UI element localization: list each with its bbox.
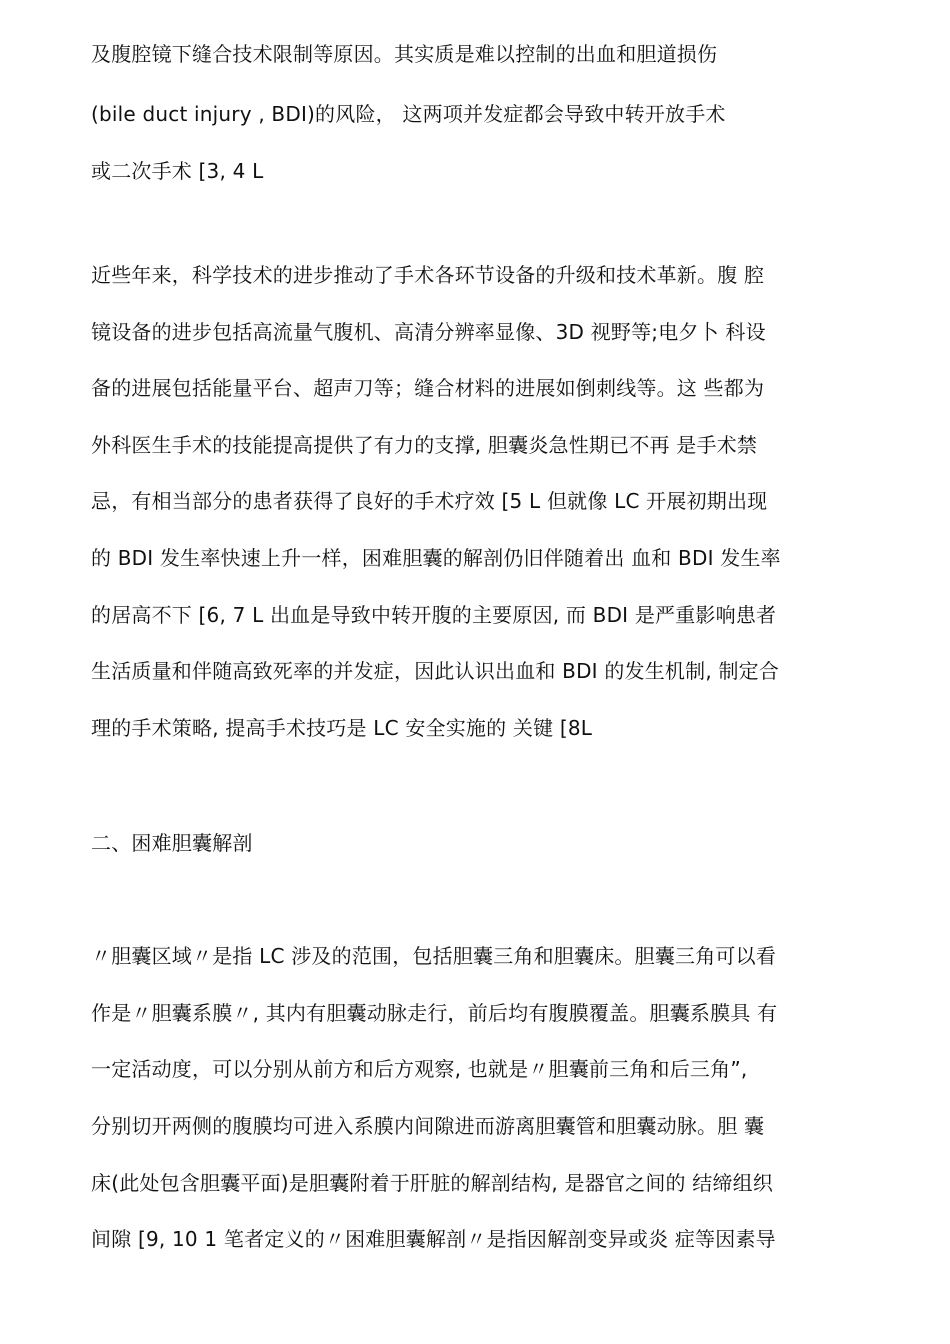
paragraph1-line-3: 或二次手术 [3, 4 L <box>91 159 264 183</box>
paragraph2-line-7: 的居高不下 [6, 7 L 出血是导致中转开腹的主要原因, 而 BDI 是严重影响患者 <box>91 603 777 627</box>
paragraph2-line-3: 备的进展包括能量平台、超声刀等；缝合材料的进展如倒刺线等。这 些都为 <box>91 376 765 400</box>
paragraph3-line-2: 作是〃胆囊系膜〃, 其内有胆囊动脉走行，前后均有腹膜覆盖。胆囊系膜具 有 <box>91 1001 778 1025</box>
paragraph3-line-1: 〃胆囊区域〃是指 LC 涉及的范围，包括胆囊三角和胆囊床。胆囊三角可以看 <box>91 944 777 968</box>
paragraph2-line-6: 的 BDI 发生率快速上升一样，困难胆囊的解剖仍旧伴随着出 血和 BDI 发生率 <box>91 546 781 570</box>
paragraph2-line-2: 镜设备的进步包括高流量气腹机、高清分辨率显像、3D 视野等;电夕卜 科设 <box>91 320 766 344</box>
paragraph2-line-8: 生活质量和伴随高致死率的并发症，因此认识出血和 BDI 的发生机制, 制定合 <box>91 659 780 683</box>
paragraph1-line-1: 及腹腔镜下缝合技术限制等原因。其实质是难以控制的出血和胆道损伤 <box>91 42 718 66</box>
paragraph3-line-3: 一定活动度，可以分别从前方和后方观察, 也就是〃胆囊前三角和后三角”, <box>91 1057 748 1081</box>
paragraph2-line-4: 外科医生手术的技能提高提供了有力的支撑, 胆囊炎急性期已不再 是手术禁 <box>91 433 758 457</box>
section-heading: 二、困难胆囊解剖 <box>91 831 253 855</box>
paragraph1-line-2: (bile duct injury , BDI)的风险， 这两项并发症都会导致中转开放手术 <box>91 102 726 126</box>
paragraph2-line-9: 理的手术策略, 提高手术技巧是 LC 安全实施的 关键 [8L <box>91 716 593 740</box>
paragraph3-line-4: 分别切开两侧的腹膜均可进入系膜内间隙进而游离胆囊管和胆囊动脉。胆 囊 <box>91 1114 765 1138</box>
paragraph3-line-5: 床(此处包含胆囊平面)是胆囊附着于肝脏的解剖结构, 是器官之间的 结缔组织 <box>91 1171 774 1195</box>
paragraph3-line-6: 间隙 [9, 10 1 笔者定义的〃困难胆囊解剖〃是指因解剖变异或炎 症等因素导 <box>91 1227 776 1251</box>
paragraph2-line-5: 忌，有相当部分的患者获得了良好的手术疗效 [5 L 但就像 LC 开展初期出现 <box>91 489 768 513</box>
paragraph2-line-1: 近些年来，科学技术的进步推动了手术各环节设备的升级和技术革新。腹 腔 <box>91 263 765 287</box>
